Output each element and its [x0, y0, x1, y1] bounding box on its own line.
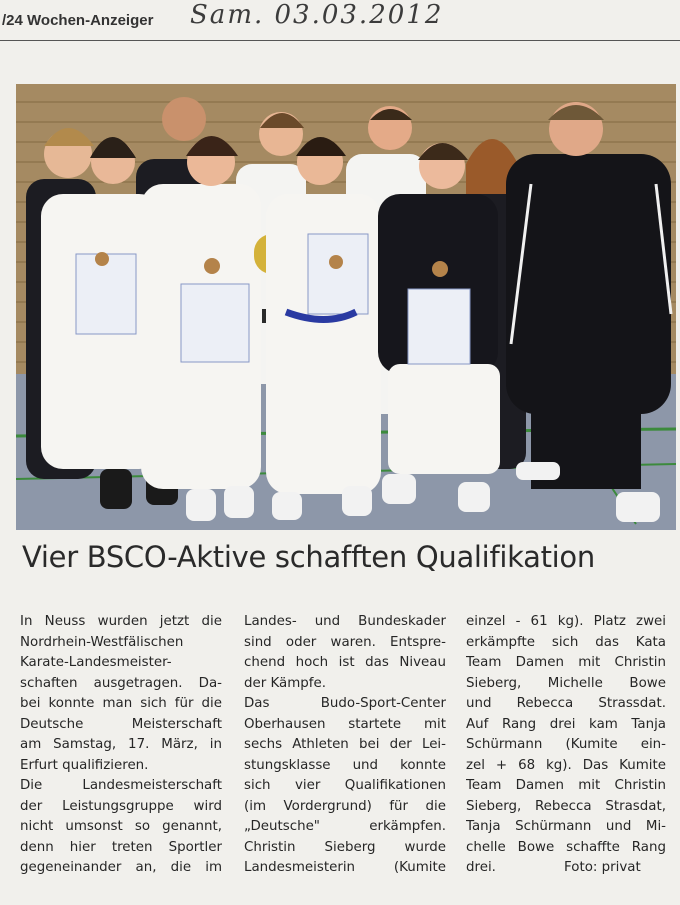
text-line: sechs Athleten bei der Lei- [244, 737, 446, 752]
article-column-2 [244, 612, 446, 879]
text-line: „Deutsche" erkämpfen. [244, 819, 446, 834]
article-column-3 [466, 612, 666, 879]
text-line: (im Vordergrund) für die [244, 798, 446, 814]
text-line: In Neuss wurden jetzt die [20, 614, 222, 629]
text-line: bei konnte man sich für die [20, 696, 222, 711]
text-line: Tanja Schürmann und Mi- [466, 819, 666, 834]
masthead [0, 0, 680, 41]
text-line: sich vier Qualifikationen [244, 778, 446, 793]
text-line: Auf Rang drei kam Tanja [466, 716, 666, 732]
text-line: Team Damen mit Christin [466, 778, 666, 793]
text-line: Christin Sieberg wurde [244, 839, 446, 855]
text-line: Die Landesmeisterschaft [20, 778, 222, 793]
text-line: Deutsche Meisterschaft [20, 716, 222, 732]
text-line: am Samstag, 17. März, in [20, 737, 222, 752]
text-line: Nordrhein-Westfälischen [20, 634, 184, 650]
text-line: erkämpfte sich das Kata [466, 634, 666, 650]
text-line: gegeneinander an, die im [20, 860, 222, 875]
text-line: Karate-Landesmeister- [20, 655, 172, 670]
text-line: chelle Bowe schaffte Rang [466, 839, 666, 855]
text-line: Landes- und Bundeskader [244, 614, 446, 629]
text-line: Team Damen mit Christin [466, 655, 666, 670]
text-line: schaften ausgetragen. Da- [20, 675, 222, 691]
text-line: denn hier treten Sportler [20, 839, 222, 855]
text-line: der Kämpfe. [244, 675, 327, 691]
text-line: Oberhausen startete mit [244, 716, 446, 732]
newspaper-name: /24 Wochen-Anzeiger [2, 12, 154, 29]
text-line: und Rebecca Strassdat. [466, 696, 666, 711]
text-line: Erfurt qualifizieren. [20, 757, 149, 773]
article-column-1 [20, 612, 222, 879]
team-photo [16, 84, 676, 530]
text-line: Das Budo-Sport-Center [244, 696, 446, 711]
group-photo-karate-team-icon [16, 84, 676, 530]
text-line: nicht umsonst so genannt, [20, 819, 222, 834]
text-line: Schürmann (Kumite ein- [466, 737, 666, 752]
text-line: Sieberg, Rebecca Strasdat, [466, 798, 666, 814]
text-line: sind oder waren. Entspre- [244, 634, 446, 650]
text-line: Landesmeisterin (Kumite [244, 860, 446, 875]
text-line: chend hoch ist das Niveau [244, 655, 446, 670]
article-headline: Vier BSCO-Aktive schafften Qualifikation [22, 540, 595, 574]
text-line: der Leistungsgruppe wird [20, 798, 222, 814]
text-line: Sieberg, Michelle Bowe [466, 675, 666, 691]
article-body [20, 612, 668, 892]
text-line: stungsklasse und konnte [244, 757, 446, 773]
handwritten-date: Sam. 03.03.2012 [190, 0, 444, 30]
text-line: einzel - 61 kg). Platz zwei [466, 614, 666, 629]
photo-credit-line: drei. Foto: privat [466, 860, 641, 875]
text-line: zel + 68 kg). Das Kumite [466, 757, 666, 773]
